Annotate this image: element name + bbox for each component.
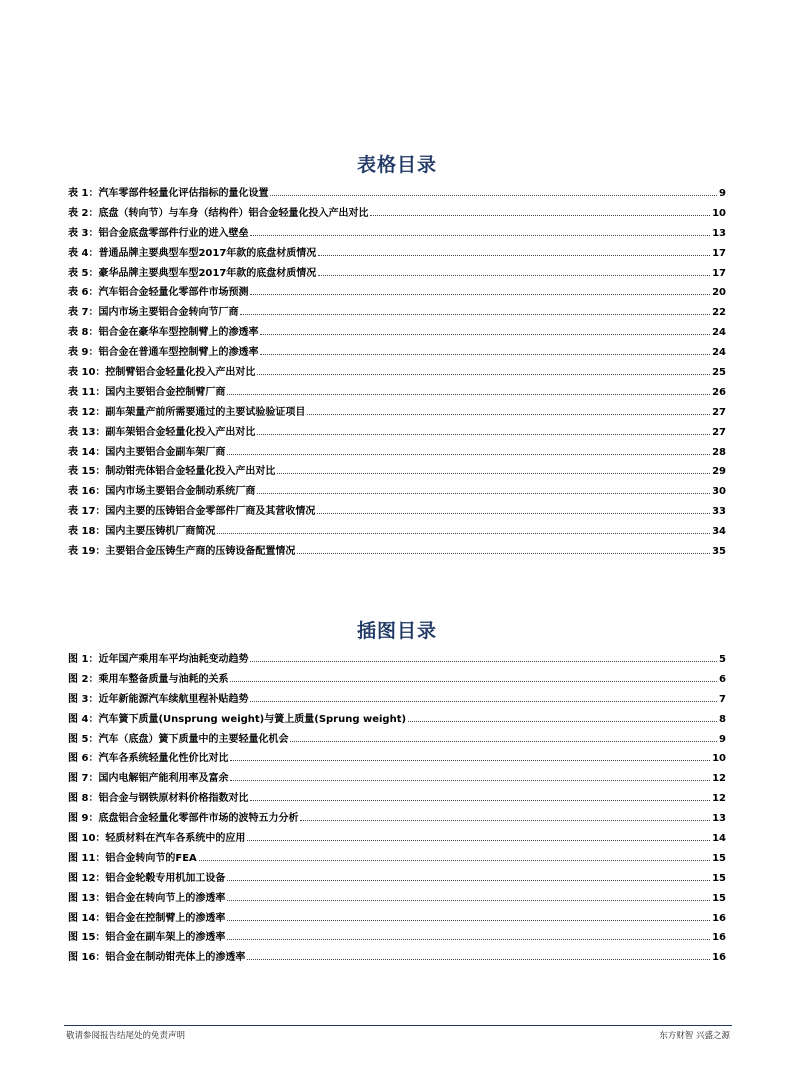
- toc-entry-page: 22: [712, 307, 726, 319]
- toc-entry-page: 15: [712, 872, 726, 884]
- toc-entry-label: 图 9：底盘铝合金轻量化零部件市场的波特五力分析: [68, 813, 299, 825]
- toc-entry-label: 表 14：国内主要铝合金副车架厂商: [68, 446, 226, 458]
- toc-entry-label: 表 11：国内主要铝合金控制臂厂商: [68, 386, 226, 398]
- toc-entry-page: 35: [712, 546, 726, 558]
- toc-leader-dots: [217, 532, 710, 534]
- toc-entry[interactable]: [68, 502, 726, 522]
- toc-leader-dots: [307, 413, 710, 415]
- toc-entry-label: 表 16：国内市场主要铝合金制动系统厂商: [68, 486, 256, 498]
- toc-entry[interactable]: [68, 869, 726, 889]
- toc-entry-page: 17: [712, 267, 726, 279]
- toc-entry[interactable]: [68, 462, 726, 482]
- figures-toc-list: [68, 650, 726, 968]
- figures-section-title: 插图目录: [356, 620, 437, 642]
- toc-entry-page: 13: [712, 813, 726, 825]
- toc-leader-dots: [227, 919, 710, 921]
- toc-entry-page: 14: [712, 833, 726, 845]
- toc-entry-page: 16: [712, 952, 726, 964]
- toc-leader-dots: [247, 958, 710, 960]
- toc-leader-dots: [227, 879, 710, 881]
- toc-entry-label: 表 5：豪华品牌主要典型车型2017年款的底盘材质情况: [68, 267, 317, 279]
- toc-entry[interactable]: [68, 710, 726, 730]
- toc-entry-label: 图 4：汽车簧下质量(Unsprung weight)与簧上质量(Sprung weight): [68, 713, 407, 725]
- toc-entry-page: 16: [712, 932, 726, 944]
- toc-leader-dots: [227, 393, 710, 395]
- toc-entry-label: 图 5：汽车（底盘）簧下质量中的主要轻量化机会: [68, 733, 289, 745]
- toc-entry-page: 10: [712, 207, 726, 219]
- toc-leader-dots: [277, 472, 710, 474]
- toc-leader-dots: [227, 938, 710, 940]
- toc-entry[interactable]: [68, 690, 726, 710]
- toc-entry-label: 表 1：汽车零部件轻量化评估指标的量化设置: [68, 188, 269, 199]
- toc-entry-page: 20: [712, 287, 726, 299]
- toc-entry[interactable]: [68, 670, 726, 690]
- toc-leader-dots: [227, 899, 710, 901]
- toc-entry[interactable]: [68, 283, 726, 303]
- toc-entry-page: 16: [712, 912, 726, 924]
- toc-entry[interactable]: [68, 650, 726, 670]
- toc-leader-dots: [250, 293, 710, 295]
- toc-entry-label: 表 13：副车架铝合金轻量化投入产出对比: [68, 426, 256, 438]
- toc-entry[interactable]: [68, 482, 726, 502]
- toc-entry[interactable]: [68, 909, 726, 929]
- toc-entry[interactable]: [68, 363, 726, 383]
- toc-entry-page: 34: [712, 526, 726, 538]
- toc-entry-label: 图 3：近年新能源汽车续航里程补贴趋势: [68, 693, 249, 705]
- toc-entry-label: 图 16：铝合金在制动钳壳体上的渗透率: [68, 952, 246, 964]
- toc-leader-dots: [260, 353, 710, 355]
- toc-entry-label: 图 15：铝合金在副车架上的渗透率: [68, 932, 226, 944]
- toc-leader-dots: [250, 799, 710, 801]
- toc-entry-label: 图 2：乘用车整备质量与油耗的关系: [68, 673, 229, 685]
- toc-entry-page: 26: [712, 386, 726, 398]
- toc-entry-label: 图 10：轻质材料在汽车各系统中的应用: [68, 833, 246, 845]
- toc-leader-dots: [199, 859, 710, 861]
- toc-leader-dots: [270, 194, 717, 196]
- toc-entry-label: 表 9：铝合金在普通车型控制臂上的渗透率: [68, 347, 259, 359]
- toc-leader-dots: [240, 313, 710, 315]
- toc-leader-dots: [257, 433, 710, 435]
- toc-leader-dots: [247, 839, 710, 841]
- toc-leader-dots: [408, 720, 717, 722]
- toc-entry[interactable]: [68, 323, 726, 343]
- toc-leader-dots: [317, 512, 710, 514]
- toc-entry[interactable]: [68, 224, 726, 244]
- footer-rule: [64, 1025, 732, 1026]
- toc-entry-page: 29: [712, 466, 726, 478]
- toc-entry-label: 表 10：控制臂铝合金轻量化投入产出对比: [68, 367, 256, 379]
- toc-leader-dots: [227, 453, 710, 455]
- toc-entry-page: 7: [719, 693, 726, 705]
- toc-entry-page: 27: [712, 406, 726, 418]
- toc-entry-page: 24: [712, 347, 726, 359]
- toc-leader-dots: [318, 254, 710, 256]
- toc-entry[interactable]: [68, 264, 726, 284]
- toc-entry-label: 表 18：国内主要压铸机厂商简况: [68, 526, 216, 538]
- toc-entry-page: 30: [712, 486, 726, 498]
- toc-entry[interactable]: [68, 829, 726, 849]
- toc-leader-dots: [250, 660, 717, 662]
- toc-entry[interactable]: [68, 423, 726, 443]
- tables-toc-list: [68, 184, 726, 562]
- toc-entry-label: 图 13：铝合金在转向节上的渗透率: [68, 892, 226, 904]
- toc-entry-page: 15: [712, 892, 726, 904]
- toc-leader-dots: [300, 819, 710, 821]
- toc-entry[interactable]: [68, 789, 726, 809]
- toc-entry[interactable]: [68, 849, 726, 869]
- tables-section-title: 表格目录: [356, 154, 437, 176]
- toc-entry-page: 13: [712, 227, 726, 239]
- toc-entry-label: 图 6：汽车各系统轻量化性价比对比: [68, 753, 229, 765]
- toc-leader-dots: [250, 700, 717, 702]
- toc-leader-dots: [230, 779, 710, 781]
- toc-leader-dots: [318, 274, 710, 276]
- toc-leader-dots: [290, 740, 717, 742]
- toc-entry-label: 图 1：近年国产乘用车平均油耗变动趋势: [68, 654, 249, 665]
- toc-entry[interactable]: [68, 403, 726, 423]
- footer-slogan: 东方财智 兴盛之源: [659, 1031, 730, 1041]
- toc-entry-page: 12: [712, 773, 726, 785]
- toc-leader-dots: [257, 373, 710, 375]
- toc-entry[interactable]: [68, 928, 726, 948]
- toc-leader-dots: [297, 552, 710, 554]
- toc-entry[interactable]: [68, 244, 726, 264]
- toc-entry-label: 表 12：副车架量产前所需要通过的主要试验验证项目: [68, 406, 306, 418]
- toc-entry[interactable]: [68, 749, 726, 769]
- toc-entry[interactable]: [68, 443, 726, 463]
- toc-entry-label: 表 2：底盘（转向节）与车身（结构件）铝合金轻量化投入产出对比: [68, 207, 369, 219]
- toc-entry-page: 12: [712, 793, 726, 805]
- toc-leader-dots: [370, 214, 710, 216]
- toc-entry-label: 表 17：国内主要的压铸铝合金零部件厂商及其营收情况: [68, 506, 316, 518]
- toc-leader-dots: [230, 680, 717, 682]
- toc-entry-page: 9: [719, 188, 726, 199]
- toc-entry[interactable]: [68, 769, 726, 789]
- toc-entry-label: 图 11：铝合金转向节的FEA: [68, 852, 197, 864]
- toc-entry-label: 图 14：铝合金在控制臂上的渗透率: [68, 912, 226, 924]
- toc-entry-label: 图 7：国内电解铝产能利用率及富余: [68, 773, 229, 785]
- toc-entry-page: 15: [712, 852, 726, 864]
- toc-entry-page: 27: [712, 426, 726, 438]
- toc-entry[interactable]: [68, 809, 726, 829]
- toc-entry-label: 图 8：铝合金与钢铁原材料价格指数对比: [68, 793, 249, 805]
- toc-entry[interactable]: [68, 948, 726, 968]
- toc-entry-page: 33: [712, 506, 726, 518]
- toc-leader-dots: [250, 234, 710, 236]
- toc-entry-page: 9: [719, 733, 726, 745]
- toc-entry-label: 表 3：铝合金底盘零部件行业的进入壁垒: [68, 227, 249, 239]
- toc-entry-page: 8: [719, 713, 726, 725]
- toc-entry-label: 表 6：汽车铝合金轻量化零部件市场预测: [68, 287, 249, 299]
- toc-entry-page: 5: [719, 654, 726, 665]
- toc-entry-page: 25: [712, 367, 726, 379]
- toc-leader-dots: [230, 759, 710, 761]
- toc-entry[interactable]: [68, 889, 726, 909]
- toc-entry-page: 24: [712, 327, 726, 339]
- toc-entry[interactable]: [68, 303, 726, 323]
- toc-entry[interactable]: [68, 204, 726, 224]
- toc-entry-label: 表 19：主要铝合金压铸生产商的压铸设备配置情况: [68, 546, 296, 558]
- toc-entry[interactable]: [68, 522, 726, 542]
- footer-disclaimer: 敬请参阅报告结尾处的免责声明: [66, 1031, 186, 1041]
- toc-entry-page: 10: [712, 753, 726, 765]
- toc-entry[interactable]: [68, 542, 726, 562]
- toc-entry[interactable]: [68, 730, 726, 750]
- toc-entry-label: 表 4：普通品牌主要典型车型2017年款的底盘材质情况: [68, 247, 317, 259]
- toc-entry-label: 表 8：铝合金在豪华车型控制臂上的渗透率: [68, 327, 259, 339]
- toc-leader-dots: [260, 333, 710, 335]
- toc-entry-page: 17: [712, 247, 726, 259]
- toc-entry[interactable]: [68, 184, 726, 204]
- toc-entry[interactable]: [68, 343, 726, 363]
- toc-entry[interactable]: [68, 383, 726, 403]
- toc-entry-page: 28: [712, 446, 726, 458]
- toc-entry-label: 表 7：国内市场主要铝合金转向节厂商: [68, 307, 239, 319]
- toc-entry-label: 图 12：铝合金轮毂专用机加工设备: [68, 872, 226, 884]
- toc-entry-label: 表 15：制动钳壳体铝合金轻量化投入产出对比: [68, 466, 276, 478]
- toc-leader-dots: [257, 492, 710, 494]
- toc-entry-page: 6: [719, 673, 726, 685]
